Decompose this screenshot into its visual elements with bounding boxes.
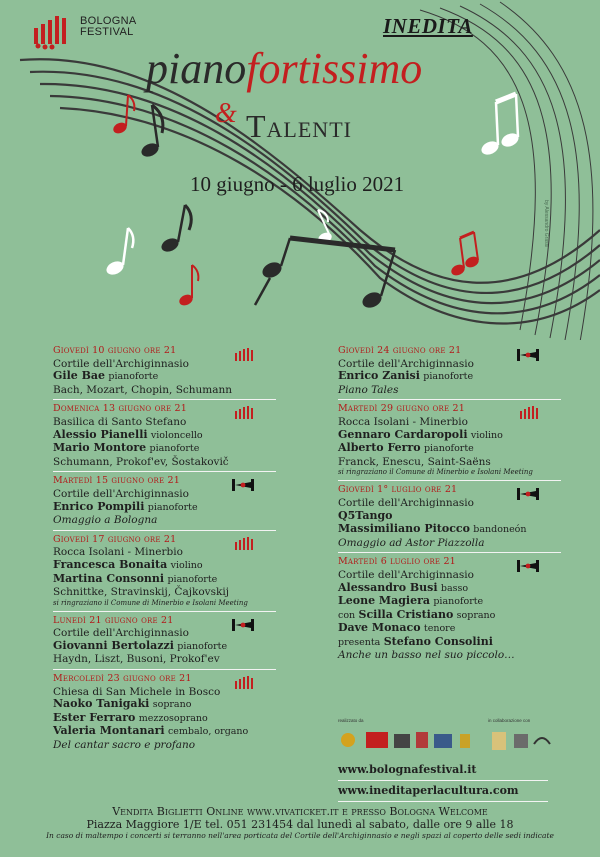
event-date: Martedì 15 giugno ore 21 [53,475,180,487]
url-bologna-festival[interactable]: www.bolognafestival.it [338,760,548,781]
performer-name: Alessandro Busi [338,580,438,594]
event-program: Anche un basso nel suo piccolo… [338,649,515,662]
collaboration-label: in collaborazione con [488,718,531,723]
title-part-1: piano [146,44,247,93]
event [338,403,553,479]
performer [338,370,553,384]
performer [338,429,553,443]
event-date: Giovedì 10 giugno ore 21 [53,345,177,356]
performer-role: basso [440,582,469,594]
performer [53,725,268,739]
performer-role: pianoforte [423,371,474,383]
performer [53,559,268,573]
event-date: Lunedì 21 giugno ore 21 [53,614,174,626]
note-red-3 [450,232,481,277]
performer [53,640,268,654]
event [53,534,268,610]
performer-role: mezzosoprano [138,712,208,724]
inedita-piano-icon [517,558,539,574]
performer-role: pianoforte [108,371,159,383]
event-venue: Rocca Isolani - Minerbio [53,546,183,559]
ascom-logo [492,732,506,750]
inedita-piano-icon [232,477,254,493]
performer [338,595,553,609]
event-date: Giovedì 24 giugno ore 21 [338,345,462,356]
footer [0,805,600,841]
supporters-label: realizzato da [338,718,364,723]
performer-name: Enrico Zanisi [338,369,420,383]
festival-title [146,44,422,94]
performer-name: Stefano Consolini [383,634,493,648]
event-program: Schumann, Prokof'ev, Šostakovič [53,455,229,468]
inedita-logo: INEDITA [383,14,473,38]
performer-name: Giovanni Bertolazzi [53,638,174,652]
performer-name: Valeria Montanari [53,724,165,738]
bologna-festival-icon [232,405,254,421]
url-inedita[interactable]: www.ineditaperlacultura.com [338,781,548,802]
bologna-festival-sponsor-logo [366,732,388,748]
sponsor-logos [338,726,553,756]
bologna-festival-logo [32,14,78,52]
inedita-piano-icon [232,617,254,633]
title-talenti: Talenti [246,108,352,144]
cultura-logo [434,734,452,748]
note-white-1 [479,94,520,157]
performer [53,429,268,443]
performer [338,609,553,623]
performer-role: tenore [423,623,456,635]
performer-name: Gennaro Cardaropoli [338,427,468,441]
event-date: Mercoledì 23 giugno ore 21 [53,673,192,685]
performer-role: violino [170,559,203,571]
performer-role: violino [470,429,503,441]
performer-name: Francesca Bonaita [53,557,168,571]
program-column-right [338,345,553,669]
comune-bologna-logo [341,733,355,747]
title-ampersand: & [215,98,237,129]
event-program: Piano Tales [338,383,399,396]
performer [338,582,553,596]
event-venue: Rocca Isolani - Minerbio [338,415,468,428]
performer-name: Massimiliano Pitocco [338,522,470,536]
event [53,475,268,528]
bologna-festival-icon [517,405,539,421]
event-program: Schnittke, Stravinskij, Čajkovskij [53,586,229,599]
illustration-credit: by Alessandro Grassi [543,200,549,248]
bologna-festival-icon [232,675,254,691]
performer [338,636,553,650]
festival-dates: 10 giugno - 6 luglio 2021 [190,172,405,196]
collab-logo [534,738,550,744]
event-program: Omaggio ad Astor Piazzolla [338,536,485,549]
emilia-logo [460,734,470,748]
performer-role: bandoneón [473,524,527,536]
thin-staff-lines [420,2,593,340]
performer-name: Martina Consonni [53,571,165,585]
event-date: Giovedì 1° luglio ore 21 [338,484,458,496]
performer-name: Leone Magiera [338,594,430,608]
bologna-festival-icon [232,347,254,363]
program-column-left [53,345,268,759]
supporters-strip [338,718,553,758]
note-dark-2 [159,205,191,254]
logo-line-2: FESTIVAL [80,26,134,38]
event-venue: Cortile dell'Archiginnasio [338,568,474,581]
performer-name: Gile Bae [53,369,106,383]
performer-prefix: con [338,609,356,621]
event [338,345,553,398]
performer [338,442,553,456]
event-venue: Cortile dell'Archiginnasio [53,487,189,500]
title-part-2: fortissimo [246,44,423,93]
performer-prefix: presenta [338,636,381,648]
event [338,556,553,664]
event [53,345,268,398]
performer-name: Alessio Pianelli [53,427,148,441]
performer [53,370,268,384]
event [338,484,553,551]
event [53,615,268,668]
footer-tickets: Vendita Biglietti Online www.vivaticket.it e presso Bologna Welcome [112,805,488,818]
event [53,673,268,754]
event-venue: Chiesa di San Michele in Bosco [53,685,221,698]
performer-role: soprano [456,609,496,621]
archiginnasio-logo [514,734,528,748]
event [53,403,268,470]
note-red-2 [178,265,199,307]
performer-role: pianoforte [167,573,218,585]
event-date: Martedì 29 giugno ore 21 [338,403,465,415]
event-date: Domenica 13 giugno ore 21 [53,403,188,415]
event-venue: Cortile dell'Archiginnasio [53,627,189,640]
performer-role: violoncello [150,429,203,441]
performer [53,501,268,515]
event-note: si ringraziano il Comune di Minerbio e Isolani Meeting [53,598,248,607]
performer [338,510,553,524]
event-venue: Cortile dell'Archiginnasio [53,357,189,370]
footer-weather-note: In caso di maltempo i concerti si terranno nell'area porticata del Cortile dell'Archiginnasio e negli spazi al coperto delle sedi indicate [46,831,554,840]
performer [53,698,268,712]
event-venue: Basilica di Santo Stefano [53,415,187,428]
event-date: Martedì 6 luglio ore 21 [338,556,456,568]
event-program: Haydn, Liszt, Busoni, Prokof'ev [53,653,220,666]
performer-role: soprano [152,699,192,711]
event-program: Omaggio a Bologna [53,514,158,527]
event-program: Del cantar sacro e profano [53,739,196,752]
regione-logo [416,732,428,748]
performer [53,573,268,587]
performer-role: pianoforte [177,640,228,652]
bologna-festival-wordmark [80,16,137,38]
event-program: Franck, Enescu, Saint-Saëns [338,455,491,468]
performer-role: pianoforte [433,596,484,608]
performer-name: Mario Montore [53,441,147,455]
performer-name: Enrico Pompili [53,499,145,513]
note-white-2 [104,228,133,277]
fondazione-logo [394,734,410,748]
performer-role: cembalo, organo [167,726,249,738]
performer-name: Naoko Tanigaki [53,697,150,711]
performer-role: pianoforte [423,443,474,455]
website-links [338,760,548,802]
performer-name: Q5Tango [338,508,393,522]
event-venue: Cortile dell'Archiginnasio [338,496,474,509]
performer-role: pianoforte [149,443,200,455]
performer-name: Alberto Ferro [338,441,421,455]
event-note: si ringraziano il Comune di Minerbio e Isolani Meeting [338,468,533,477]
performer [338,622,553,636]
performer [338,523,553,537]
footer-address: Piazza Maggiore 1/E tel. 051 231454 dal lunedì al sabato, dalle ore 9 alle 18 [86,818,514,831]
performer [53,442,268,456]
performer-role: pianoforte [147,501,198,513]
event-date: Giovedì 17 giugno ore 21 [53,533,177,545]
event-venue: Cortile dell'Archiginnasio [338,357,474,370]
inedita-piano-icon [517,347,539,363]
bologna-festival-icon [232,536,254,552]
performer-name: Dave Monaco [338,621,421,635]
inedita-piano-icon [517,486,539,502]
performer-name: Ester Ferraro [53,710,136,724]
performer [53,712,268,726]
note-dark-beamed [255,238,395,311]
event-program: Bach, Mozart, Chopin, Schumann [53,383,233,396]
performer-name: Scilla Cristiano [358,607,454,621]
logo-line-1: BOLOGNA [80,15,137,27]
